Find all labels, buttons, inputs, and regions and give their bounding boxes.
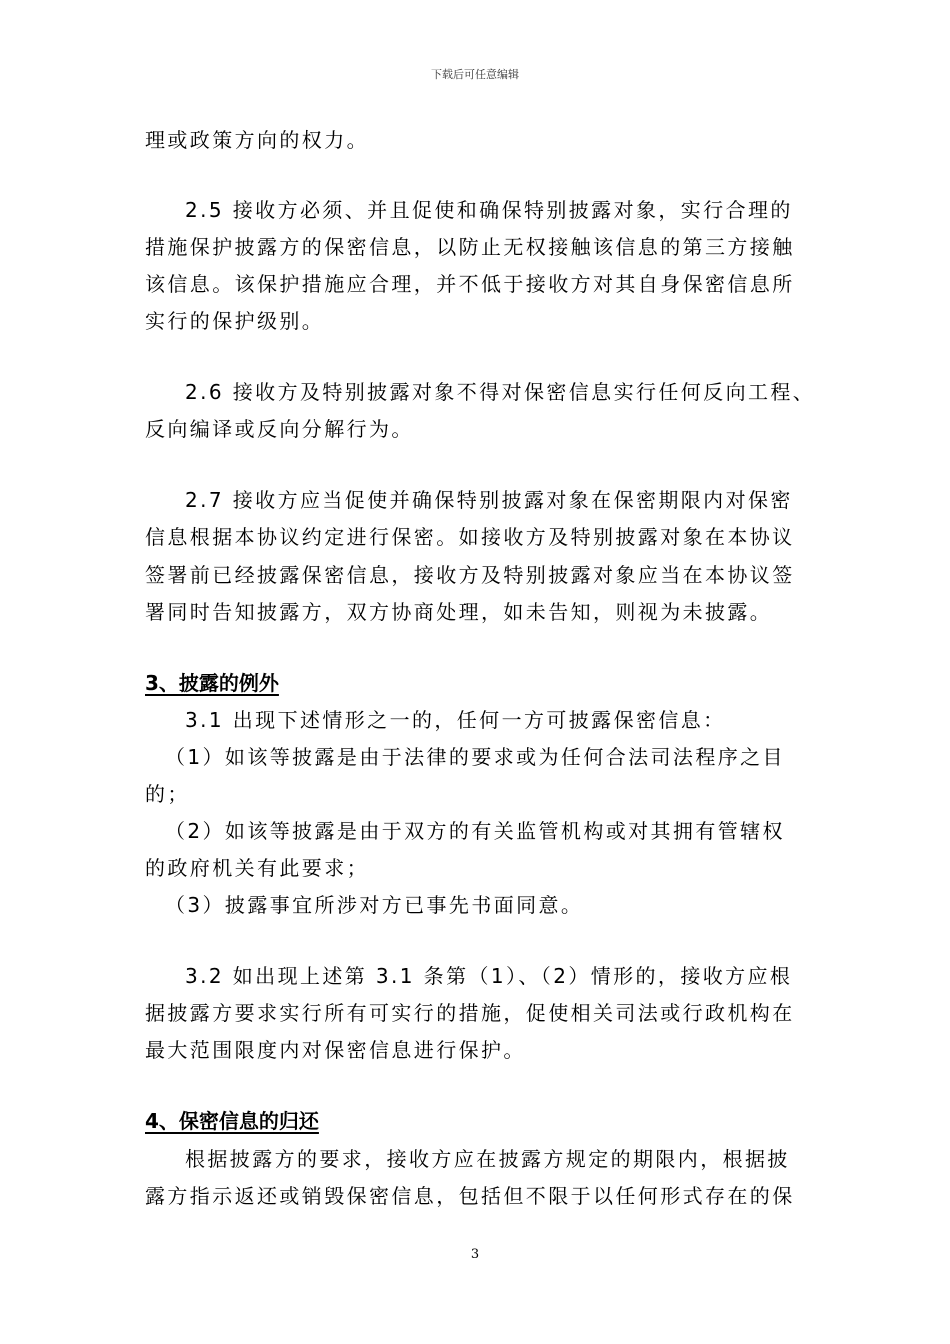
clause-2-7-line-2: 信息根据本协议约定进行保密。如接收方及特别披露对象在本协议 [145, 525, 795, 549]
item-1-line-1: （1）如该等披露是由于法律的要求或为任何合法司法程序之目 [165, 745, 785, 769]
item-1-line-2: 的； [145, 782, 190, 806]
clause-2-5-line-2: 措施保护披露方的保密信息，以防止无权接触该信息的第三方接触 [145, 235, 795, 259]
item-2-line-2: 的政府机关有此要求； [145, 856, 369, 880]
item-2-line-1: （2）如该等披露是由于双方的有关监管机构或对其拥有管辖权 [165, 819, 785, 843]
clause-2-5-line-3: 该信息。该保护措施应合理，并不低于接收方对其自身保密信息所 [145, 272, 795, 296]
section-4-heading: 4、保密信息的归还 [145, 1109, 319, 1133]
section-4-line-2: 露方指示返还或销毁保密信息，包括但不限于以任何形式存在的保 [145, 1184, 795, 1208]
clause-3-2-line-2: 据披露方要求实行所有可实行的措施，促使相关司法或行政机构在 [145, 1001, 795, 1025]
item-3: （3）披露事宜所涉对方已事先书面同意。 [165, 893, 584, 917]
clause-3-1: 3.1 出现下述情形之一的，任何一方可披露保密信息： [185, 708, 726, 732]
clause-2-7-line-4: 署同时告知披露方，双方协商处理，如未告知，则视为未披露。 [145, 600, 773, 624]
section-4-line-1: 根据披露方的要求，接收方应在披露方规定的期限内，根据披 [185, 1147, 790, 1171]
clause-2-5-line-1: 2.5 接收方必须、并且促使和确保特别披露对象，实行合理的 [185, 198, 793, 222]
clause-2-5-line-4: 实行的保护级别。 [145, 309, 325, 333]
page-header: 下载后可任意编辑 [431, 68, 519, 81]
page-number: 3 [470, 1247, 480, 1262]
clause-2-7-line-1: 2.7 接收方应当促使并确保特别披露对象在保密期限内对保密 [185, 488, 793, 512]
text-line: 理或政策方向的权力。 [145, 128, 369, 152]
clause-2-6-line-2: 反向编译或反向分解行为。 [145, 417, 414, 441]
section-3-heading: 3、披露的例外 [145, 671, 279, 695]
clause-2-7-line-3: 签署前已经披露保密信息，接收方及特别披露对象应当在本协议签 [145, 563, 795, 587]
clause-3-2-line-3: 最大范围限度内对保密信息进行保护。 [145, 1038, 526, 1062]
clause-2-6-line-1: 2.6 接收方及特别披露对象不得对保密信息实行任何反向工程、 [185, 380, 816, 404]
clause-3-2-line-1: 3.2 如出现上述第 3.1 条第（1）、（2）情形的，接收方应根 [185, 964, 793, 988]
